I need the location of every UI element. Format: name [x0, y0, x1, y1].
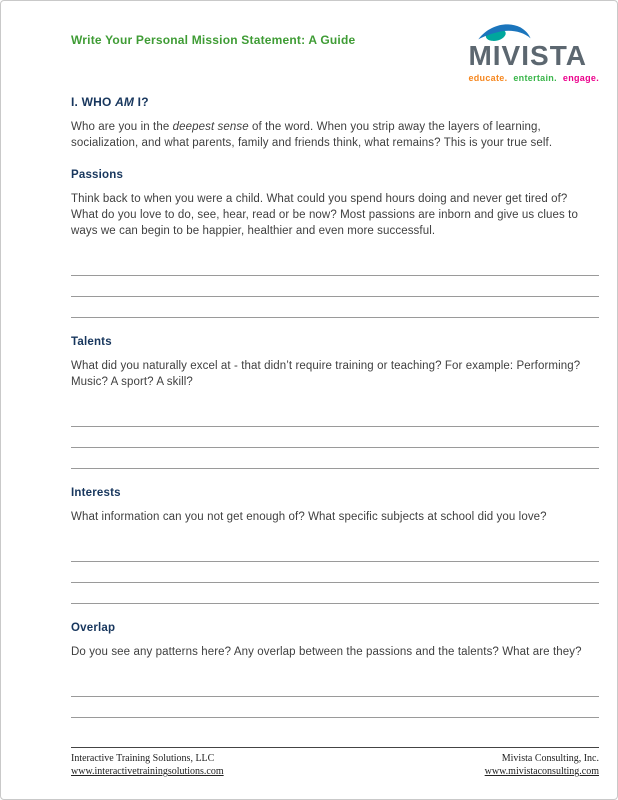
- write-in-line: [71, 562, 599, 583]
- mivista-wordmark: MIVISTA: [468, 40, 587, 71]
- write-in-line: [71, 276, 599, 297]
- talents-paragraph: What did you naturally excel at - that didn’t require training or teaching? For example: Performing? Music? A sport? A skill?: [71, 360, 581, 388]
- footer-left-url-link[interactable]: www.interactivetrainingsolutions.com: [71, 766, 224, 777]
- footer-right-company-name: Mivista Consulting, Inc.: [501, 753, 599, 764]
- interests-write-in-area: [71, 541, 599, 604]
- footer-right-url-link[interactable]: www.mivistaconsulting.com: [484, 766, 599, 777]
- footer-left-company-name: Interactive Training Solutions, LLC: [71, 753, 215, 764]
- write-in-line: [71, 448, 599, 469]
- heading-text: I?: [134, 95, 149, 109]
- heading-italic-text: AM: [115, 95, 135, 109]
- section-heading-passions: Passions: [71, 169, 124, 181]
- heading-text: I. WHO: [71, 95, 116, 109]
- document-title: Write Your Personal Mission Statement: A Guide: [71, 33, 356, 47]
- write-in-line: [71, 406, 599, 427]
- section-heading-talents: Talents: [71, 336, 112, 348]
- who-intro-paragraph: [71, 119, 593, 151]
- footer-right-column: [485, 753, 599, 777]
- section-heading-who-am-i: [71, 95, 599, 109]
- write-in-line: [71, 583, 599, 604]
- paragraph-italic-text: deepest sense: [172, 121, 249, 133]
- overlap-paragraph: Do you see any patterns here? Any overlap between the passions and the talents? What are they?: [71, 646, 582, 658]
- tagline-engage: engage.: [562, 73, 599, 83]
- overlap-write-in-area: [71, 676, 599, 718]
- passions-write-in-area: [71, 255, 599, 318]
- interests-paragraph: What information can you not get enough of? What specific subjects at school did you love?: [71, 511, 547, 523]
- write-in-line: [71, 427, 599, 448]
- write-in-line: [71, 541, 599, 562]
- document-footer: [71, 747, 599, 777]
- mivista-logo: [468, 21, 599, 83]
- paragraph-text: Who are you in the: [71, 121, 173, 133]
- passions-paragraph: Think back to when you were a child. What could you spend hours doing and never get tired of? What do you love to do, see, hear, read or be now? Most passions are inborn and give us clues to ways we can begin to be happier, healthier and even more successful.: [71, 193, 578, 237]
- footer-left-column: [71, 753, 224, 777]
- talents-write-in-area: [71, 406, 599, 469]
- write-in-line: [71, 297, 599, 318]
- section-heading-overlap: Overlap: [71, 622, 116, 634]
- write-in-line: [71, 697, 599, 718]
- write-in-line: [71, 255, 599, 276]
- tagline-educate: educate.: [468, 73, 508, 83]
- document-header: [71, 21, 599, 83]
- tagline-entertain: entertain.: [513, 73, 557, 83]
- write-in-line: [71, 676, 599, 697]
- paragraph-text: of the word. When you strip away the layers of learning, socialization, and what parents, family and friends think, what remains? This is your true self.: [71, 121, 553, 149]
- section-heading-interests: Interests: [71, 487, 121, 499]
- mivista-tagline: [468, 73, 599, 83]
